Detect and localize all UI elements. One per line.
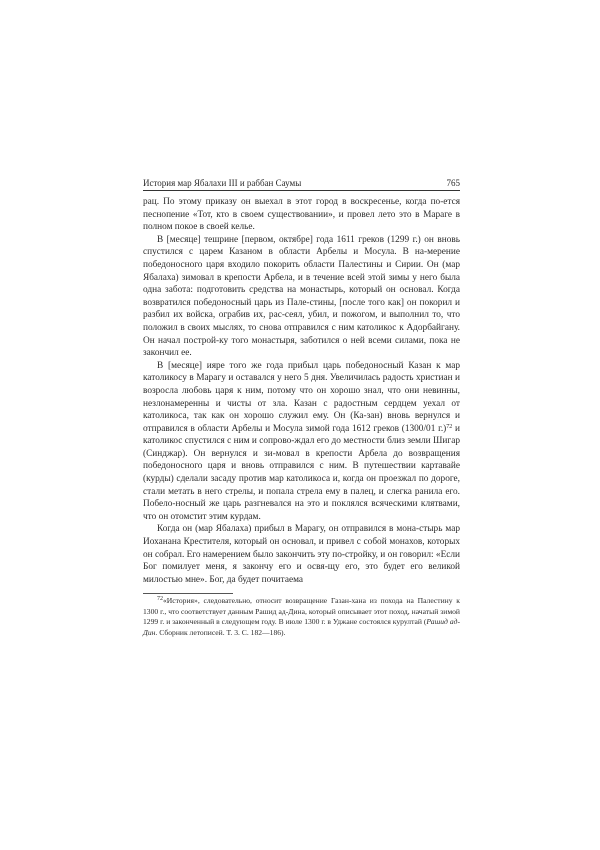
main-text: [143, 196, 460, 586]
footnote-text-start: «История», следовательно, относит возвращение Газан-хана из похода на Палестину к 1300 г., что соответствует данным Рашид ад-Дина, который описывает этот поход, начатый зимой 1299 г. и законченный в следующем году. В июле 1300 г. в Уджане состоялся курултай (: [143, 596, 460, 627]
paragraph-3: [143, 360, 460, 524]
paragraph-4: Когда он (мар Ябалаха) прибыл в Марагу, он отправился в мона-стырь мар Иоханана Крестителя, который он основал, и привел с собой монахов, которых он собрал. Его намерением было закончить эту по-стройку, и он говорил: «Если Бог помилует меня, я закончу его и освя-щу его, это будет его великой милостью мне». Бог, да будет почитаема: [143, 524, 460, 585]
footnote-text-end: . Сборник летописей. Т. 3. С. 182—186).: [155, 627, 286, 637]
book-page: [143, 175, 460, 638]
footnote-reference: 72: [446, 423, 453, 430]
footnote-marker: 72: [157, 596, 163, 603]
running-header: [143, 175, 460, 191]
paragraph-1: рац. По этому приказу он выехал в этот город в воскресенье, когда по-ется песнопение «Тот, кто в своем существовании», и провел лето это в Мараге в полном покое в своей келье.: [143, 197, 460, 233]
page-number: 765: [446, 178, 460, 188]
paragraph-3-part-a: В [месяце] ияре того же года прибыл царь победоносный Казан к мар католикосу в Марагу и оставался у него 5 дня. Увеличилась радость христиан и возросла любовь царя к ним, потому что он хорошо знал, что они невинны, незлонамеренны и чисты от зла. Казан с радостным сердцем уехал от католикоса, так как он хорошо служил ему. Он (Ка-зан) вновь вернулся и отправился в области Арбелы и Мосула зимой года 1612 греков (1300/01 г.): [143, 360, 460, 434]
footnote-source: Рашид ад-Дин: [143, 617, 460, 637]
paragraph-2: В [месяце] тешрине [первом, октябре] года 1611 греков (1299 г.) он вновь спустился с царем Казаном в области Арбелы и Мосула. В на-мерение победоносного царя входило покорить области Палестины и Сирии. Он (мар Ябалаха) зимовал в крепости Арбела, и в течение всей этой зимы у него была одна забота: подготовить средства на монастырь, который он основал. Когда возвратился победоносный царь из Пале-стины, [после того как] он покорил и разбил их войска, ограбив их, рас-сеял, убил, и пожогом, и выполнил то, что положил в своих мыслях, то снова отправился с ним католикос к Адорбайгану. Он начал построй-ку того монастыря, заботился о ней всеми силами, пока не закончил ее.: [143, 234, 460, 359]
running-title: История мар Ябалахи III и раббан Саумы: [143, 178, 302, 188]
paragraph-3-part-b: и католикос спустился с ним и сопрово-ждал его до местности близ земли Шигар (Синджар). Он вернулся и зи-мовал в крепости Арбела до возвращения победоносного царя и вновь отправился с ним. В путешествии картавайе (курды) сделали засаду против мар католикоса и, когда он проезжал по дороге, стали метать в него стрелы, и попала стрела ему в палец, и слегка ранила его. Побело-носный же царь разгневался на это и поклялся всяческими клятвами, что он отомстит этим курдам.: [143, 423, 460, 522]
footnote: [143, 593, 460, 638]
